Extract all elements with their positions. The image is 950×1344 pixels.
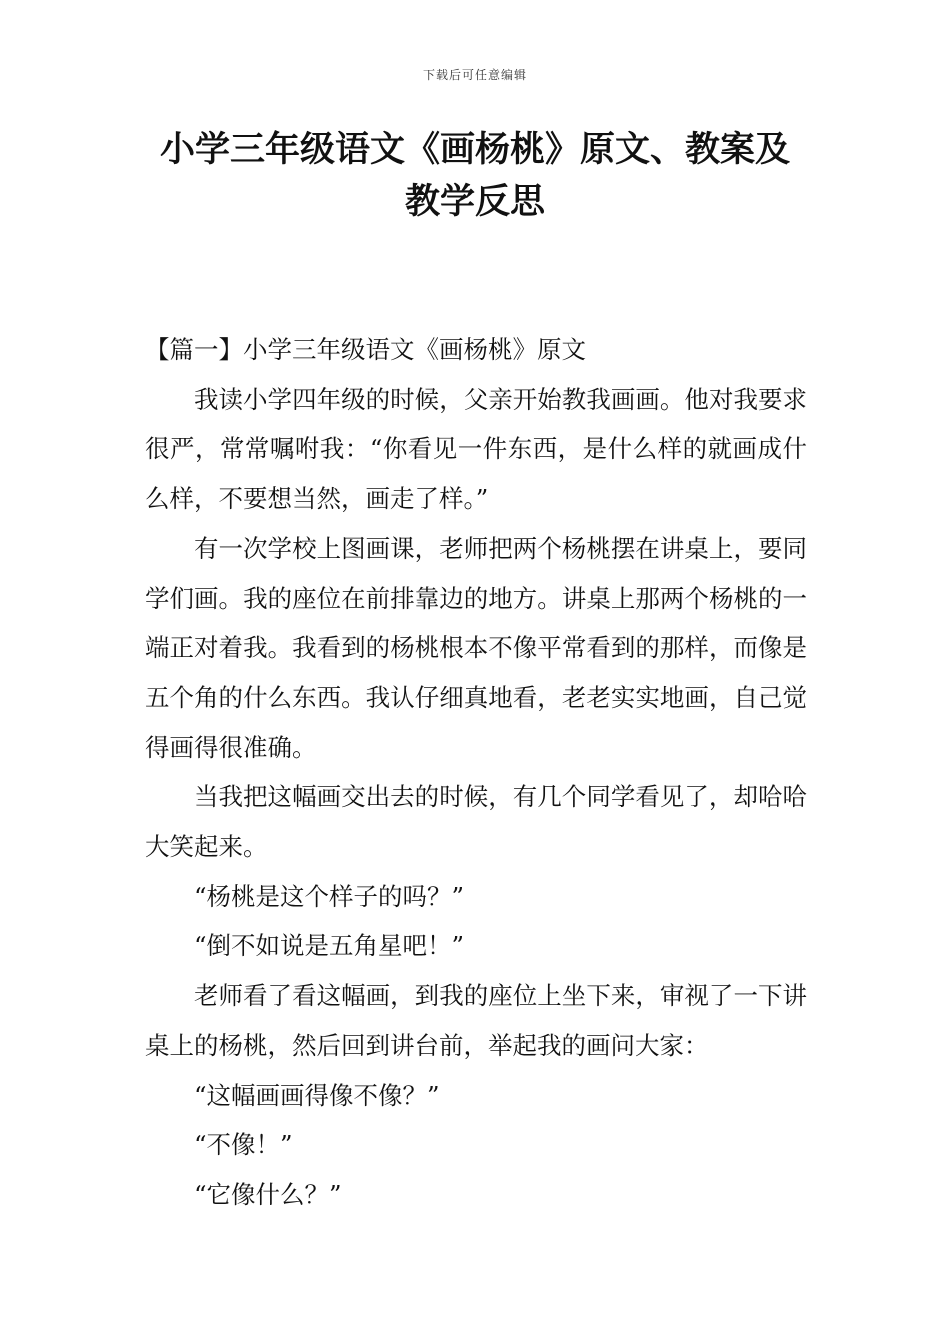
section-heading: 【篇一】小学三年级语文《画杨桃》原文 [145, 335, 586, 364]
title-line-2: 教学反思 [404, 182, 545, 222]
paragraph: “不像！” [194, 1130, 293, 1160]
document-body [145, 325, 807, 1220]
document-title [120, 124, 830, 228]
paragraph: 我读小学四年级的时候，父亲开始教我画画。他对我要求很严，常常嘱咐我：“你看见一件东西，是什么样的就画成什么样，不要想当然，画走了样。” [145, 384, 807, 514]
paragraph: 老师看了看这幅画，到我的座位上坐下来，审视了一下讲桌上的杨桃，然后回到讲台前，举起我的画问大家： [145, 981, 807, 1060]
paragraph: “杨桃是这个样子的吗？” [194, 881, 465, 911]
paragraph: “倒不如说是五角星吧！” [194, 931, 465, 961]
paragraph: 有一次学校上图画课，老师把两个杨桃摆在讲桌上，要同学们画。我的座位在前排靠边的地方。讲桌上那两个杨桃的一端正对着我。我看到的杨桃根本不像平常看到的那样，而像是五个角的什么东西。我认仔细真地看，老老实实地画，自己觉得画得很准确。 [145, 533, 807, 762]
title-line-1: 小学三年级语文《画杨桃》原文、教案及 [159, 130, 790, 170]
paragraph: “它像什么？” [194, 1179, 342, 1209]
paragraph: “这幅画画得像不像？” [194, 1080, 440, 1110]
paragraph: 当我把这幅画交出去的时候，有几个同学看见了，却哈哈大笑起来。 [145, 782, 807, 862]
header-note: 下载后可任意编辑 [422, 68, 527, 82]
